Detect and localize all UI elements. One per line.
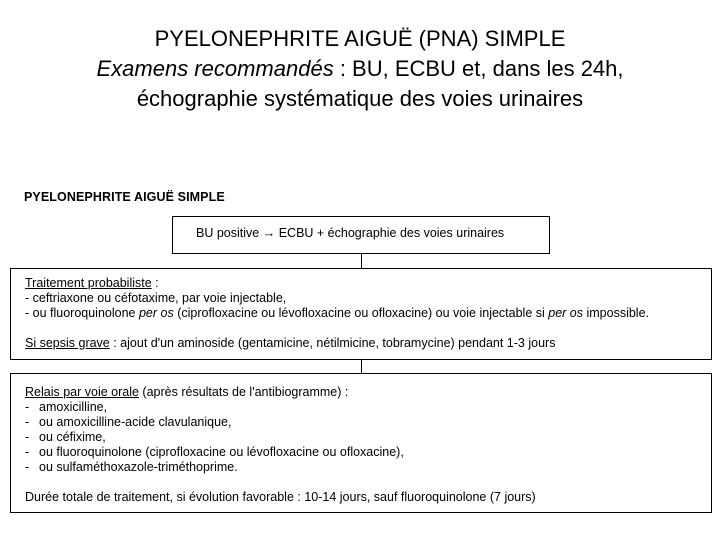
item-text: impossible. — [583, 306, 650, 320]
arrow-right-icon: → — [262, 226, 276, 240]
title-line-3: échographie systématique des voies urinaires — [136, 86, 584, 111]
list-item-text: ou sulfaméthoxazole-triméthoprime. — [39, 460, 238, 474]
relais-heading-row — [25, 385, 711, 400]
sepsis-label: Si sepsis grave — [25, 336, 110, 350]
title-line-1: PYELONEPHRITE AIGUË (PNA) SIMPLE — [154, 26, 566, 51]
list-item: - ou fluoroquinolone (ciprofloxacine ou lévofloxacine ou ofloxacine), — [25, 445, 404, 459]
list-item: - ou céfixime, — [25, 430, 106, 444]
ecbu-text: ECBU + échographie des voies urinaires — [278, 226, 505, 240]
probabiliste-item — [25, 306, 711, 321]
step-bu-box — [172, 216, 550, 254]
sepsis-text: : ajout d'un aminoside (gentamicine, nétilmicine, tobramycine) pendant 1-3 jours — [109, 336, 556, 350]
probabiliste-item: - ceftriaxone ou céfotaxime, par voie injectable, — [25, 291, 287, 305]
connector-line — [361, 254, 362, 268]
list-item-text: ou amoxicilline-acide clavulanique, — [39, 415, 232, 429]
per-os-text: per os — [548, 306, 584, 320]
list-item-text: ou céfixime, — [39, 430, 106, 444]
connector-line — [361, 359, 362, 373]
probabiliste-heading: Traitement probabiliste — [25, 276, 152, 290]
relais-box — [10, 373, 712, 513]
per-os-text: per os — [138, 306, 174, 320]
list-item-text: amoxicilline, — [39, 400, 108, 414]
title-line-2 — [0, 54, 720, 84]
exam-label: Examens recommandés — [96, 56, 334, 81]
list-item: - ou amoxicilline-acide clavulanique, — [25, 415, 232, 429]
list-item-text: ou fluoroquinolone (ciprofloxacine ou lévofloxacine ou ofloxacine), — [39, 445, 404, 459]
sepsis-row — [25, 336, 711, 351]
probabiliste-colon: : — [151, 276, 159, 290]
probabiliste-heading-row — [25, 276, 711, 291]
slide-title — [0, 24, 720, 114]
item-text: (ciprofloxacine ou lévofloxacine ou ofloxacine) ou voie injectable si — [173, 306, 549, 320]
exam-text: : BU, ECBU et, dans les 24h, — [333, 56, 624, 81]
list-item: - ou sulfaméthoxazole-triméthoprime. — [25, 460, 238, 474]
duration-text: Durée totale de traitement, si évolution favorable : 10-14 jours, sauf fluoroquinolone (7 jours) — [25, 490, 536, 504]
flowchart-heading: PYELONEPHRITE AIGUË SIMPLE — [24, 190, 225, 204]
item-text: - ou fluoroquinolone — [25, 306, 139, 320]
list-item: - amoxicilline, — [25, 400, 108, 414]
relais-heading: Relais par voie orale — [25, 385, 139, 399]
bu-positive-text: BU positive — [196, 226, 260, 240]
relais-heading-suffix: (après résultats de l'antibiogramme) : — [138, 385, 349, 399]
probabiliste-box — [10, 268, 712, 360]
